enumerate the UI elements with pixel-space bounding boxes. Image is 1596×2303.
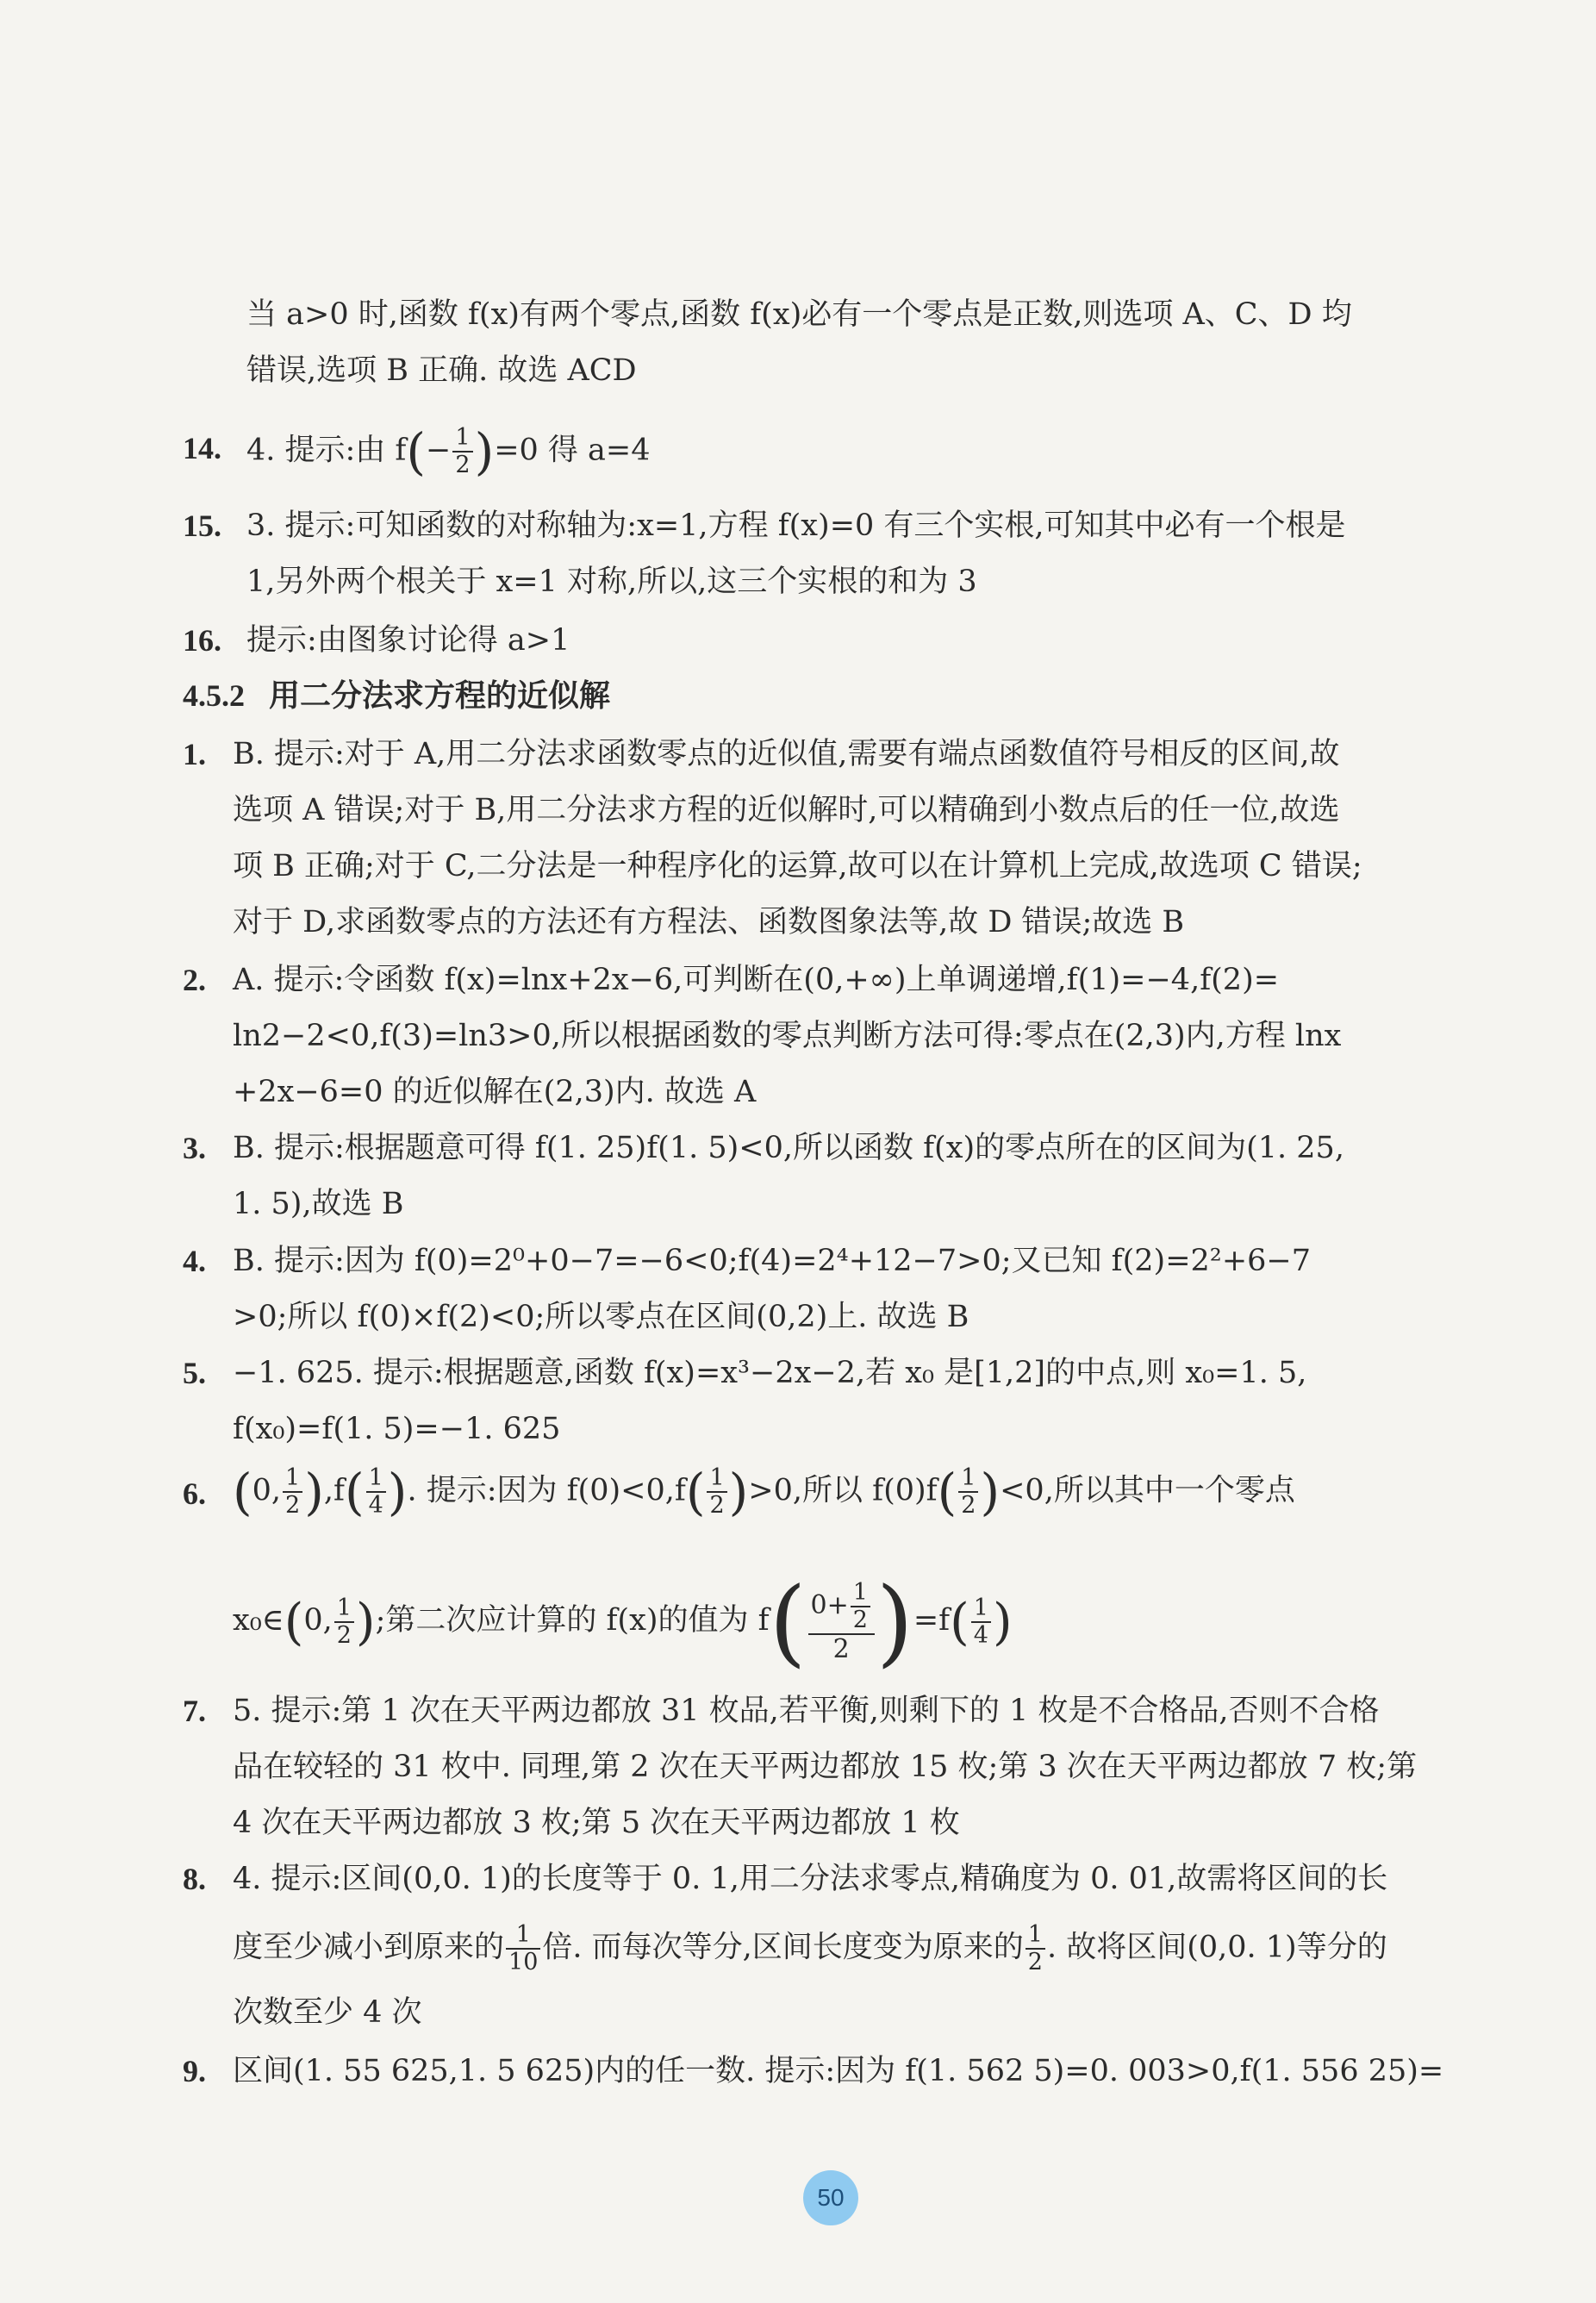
text-line: 3. 提示:可知函数的对称轴为:x=1,方程 f(x)=0 有三个实根,可知其中必有一个根是	[246, 509, 1346, 543]
denominator: 2	[1027, 1949, 1043, 1975]
fraction	[366, 1465, 386, 1519]
denominator: 10	[508, 1949, 539, 1975]
denominator: 2	[852, 1606, 868, 1633]
section-title: 用二分法求方程的近似解	[269, 677, 611, 714]
denominator: 2	[961, 1492, 976, 1519]
numerator: 1	[707, 1465, 726, 1493]
page-number: 50	[803, 2170, 858, 2225]
text-line: 项 B 正确;对于 C,二分法是一种程序化的运算,故可以在计算机上完成,故选项 C 错误;	[233, 849, 1362, 883]
text-fragment: ,f	[323, 1473, 345, 1508]
item-number: 6.	[183, 1476, 206, 1511]
item-number: 8.	[183, 1862, 206, 1896]
numerator: 1	[506, 1922, 540, 1950]
text-line: 1,另外两个根关于 x=1 对称,所以,这三个实根的和为 3	[246, 565, 977, 599]
fraction	[707, 1465, 726, 1519]
paren: (	[685, 1463, 706, 1521]
text-line: f(x₀)=f(1. 5)=−1. 625	[233, 1412, 561, 1446]
numerator: 1	[366, 1465, 386, 1493]
text-line: A. 提示:令函数 f(x)=lnx+2x−6,可判断在(0,+∞)上单调递增,f(1)=−4,f(2)=	[233, 963, 1280, 997]
text-line: +2x−6=0 的近似解在(2,3)内. 故选 A	[233, 1075, 757, 1109]
numerator: 1	[1026, 1922, 1045, 1950]
item-number: 9.	[183, 2054, 206, 2088]
text-fragment: >0,所以 f(0)f	[748, 1473, 938, 1508]
text-fragment: 4. 提示:由 f	[246, 433, 407, 468]
paren: (	[769, 1566, 807, 1677]
text-fragment: −	[426, 433, 452, 468]
fraction	[971, 1595, 991, 1649]
text-line	[233, 1566, 1013, 1677]
numerator: 1	[971, 1595, 991, 1623]
fraction	[851, 1580, 870, 1633]
denominator: 2	[832, 1633, 850, 1664]
text-line	[233, 1465, 1295, 1519]
text-fragment: =0 得 a=4	[494, 433, 651, 468]
denominator: 2	[455, 452, 471, 478]
text-fragment: =f	[913, 1603, 951, 1638]
numerator: 1	[851, 1580, 870, 1607]
text-fragment: 度至少减小到原来的	[233, 1930, 505, 1965]
denominator: 2	[285, 1492, 301, 1519]
paren: (	[950, 1592, 969, 1651]
fraction	[452, 425, 472, 478]
text-fragment: <0,所以其中一个零点	[1000, 1473, 1295, 1508]
denominator: 2	[336, 1621, 352, 1649]
item-number: 2.	[183, 963, 206, 997]
fraction	[1026, 1922, 1045, 1975]
item-number: 1.	[183, 737, 206, 771]
text-fragment: 0,	[252, 1473, 282, 1508]
text-line	[246, 422, 651, 481]
text-line: 4 次在天平两边都放 3 枚;第 5 次在天平两边都放 1 枚	[233, 1806, 960, 1840]
text-fragment: 倍. 而每次等分,区间长度变为原来的	[542, 1930, 1024, 1965]
numerator	[808, 1580, 875, 1635]
text-line: 5. 提示:第 1 次在天平两边都放 31 枚品,若平衡,则剩下的 1 枚是不合格品,否则不合格	[233, 1694, 1380, 1728]
paren: )	[355, 1592, 376, 1651]
text-line: ln2−2<0,f(3)=ln3>0,所以根据函数的零点判断方法可得:零点在(2,3)内,方程 lnx	[233, 1019, 1342, 1053]
paren: (	[937, 1463, 957, 1521]
fraction	[334, 1595, 354, 1649]
item-number: 7.	[183, 1694, 206, 1728]
item-number: 5.	[183, 1356, 206, 1390]
denominator: 4	[973, 1621, 988, 1649]
text-line: >0;所以 f(0)×f(2)<0;所以零点在区间(0,2)上. 故选 B	[233, 1300, 969, 1334]
text-fragment: . 提示:因为 f(0)<0,f	[407, 1473, 686, 1508]
item-number: 15.	[183, 509, 221, 543]
paren: (	[284, 1592, 304, 1651]
text-line	[233, 1922, 1387, 1975]
text-line: 对于 D,求函数零点的方法还有方程法、函数图象法等,故 D 错误;故选 B	[233, 905, 1185, 939]
numerator: 1	[334, 1595, 354, 1623]
text-line: 1. 5),故选 B	[233, 1187, 404, 1221]
numerator: 1	[452, 425, 472, 452]
denominator: 2	[709, 1492, 725, 1519]
text-fragment: . 故将区间(0,0. 1)等分的	[1046, 1930, 1387, 1965]
text-line: 区间(1. 55 625,1. 5 625)内的任一数. 提示:因为 f(1. 562 5)=0. 003>0,f(1. 556 25)=	[233, 2054, 1444, 2088]
paren: )	[304, 1463, 324, 1521]
paren: )	[876, 1566, 913, 1677]
text-line: B. 提示:根据题意可得 f(1. 25)f(1. 5)<0,所以函数 f(x)的零点所在的区间为(1. 25,	[233, 1131, 1344, 1165]
paren: (	[344, 1463, 365, 1521]
text-line: 4. 提示:区间(0,0. 1)的长度等于 0. 1,用二分法求零点,精确度为 0. 01,故需将区间的长	[233, 1862, 1388, 1896]
compound-fraction	[808, 1580, 875, 1664]
text-line: 错误,选项 B 正确. 故选 ACD	[246, 353, 637, 388]
text-fragment: x₀∈	[233, 1603, 284, 1638]
paren: )	[474, 422, 495, 481]
section-heading	[183, 674, 610, 717]
section-number: 4.5.2	[183, 678, 245, 713]
item-number: 16.	[183, 623, 221, 658]
text-line: 次数至少 4 次	[233, 1995, 422, 2030]
text-line: 品在较轻的 31 枚中. 同理,第 2 次在天平两边都放 15 枚;第 3 次在天平两边都放 7 枚;第	[233, 1750, 1418, 1784]
text-line: −1. 625. 提示:根据题意,函数 f(x)=x³−2x−2,若 x₀ 是[1,2]的中点,则 x₀=1. 5,	[233, 1356, 1307, 1390]
denominator: 4	[368, 1492, 383, 1519]
text-line: 提示:由图象讨论得 a>1	[246, 623, 570, 658]
text-line: B. 提示:因为 f(0)=2⁰+0−7=−6<0;f(4)=2⁴+12−7>0;又已知 f(2)=2²+6−7	[233, 1244, 1312, 1278]
numerator: 1	[283, 1465, 302, 1493]
paren: (	[233, 1463, 252, 1521]
fraction	[283, 1465, 302, 1519]
paren: )	[387, 1463, 408, 1521]
item-number: 4.	[183, 1244, 206, 1278]
paren: )	[980, 1463, 1001, 1521]
item-number: 3.	[183, 1131, 206, 1165]
text-fragment: ;第二次应计算的 f(x)的值为 f	[375, 1603, 770, 1638]
paren: )	[992, 1592, 1013, 1651]
paren: (	[406, 422, 427, 481]
item-number: 14.	[183, 431, 221, 465]
text-fragment: 0,	[303, 1603, 333, 1638]
text-line: B. 提示:对于 A,用二分法求函数零点的近似值,需要有端点函数值符号相反的区间,故	[233, 737, 1340, 771]
numerator: 1	[958, 1465, 978, 1493]
text-line: 选项 A 错误;对于 B,用二分法求方程的近似解时,可以精确到小数点后的任一位,故选	[233, 793, 1340, 827]
text-fragment: 0+	[810, 1589, 849, 1620]
paren: )	[728, 1463, 749, 1521]
text-line: 当 a>0 时,函数 f(x)有两个零点,函数 f(x)必有一个零点是正数,则选项 A、C、D 均	[246, 297, 1352, 332]
fraction	[958, 1465, 978, 1519]
fraction	[506, 1922, 540, 1975]
